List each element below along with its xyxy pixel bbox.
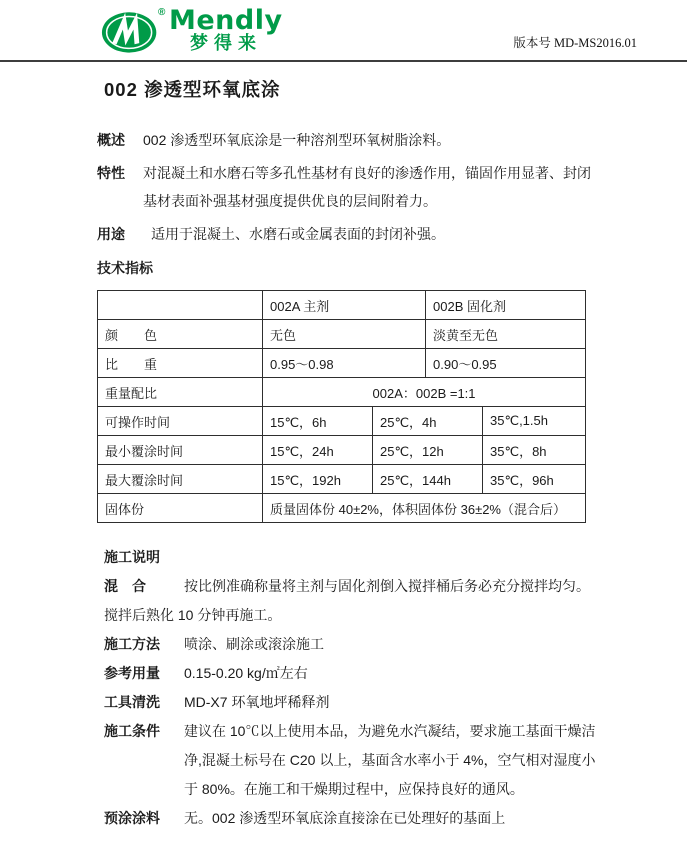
version-number: 版本号 MD-MS2016.01 bbox=[513, 36, 637, 50]
usage-text: 适用于混凝土、水磨石或金属表面的封闭补强。 bbox=[151, 226, 445, 242]
pot-life-15c: 15℃，6h bbox=[263, 407, 373, 436]
conditions-label: 施工条件 bbox=[104, 723, 160, 739]
page-title: 002 渗透型环氧底涂 bbox=[104, 79, 281, 100]
overview-row bbox=[97, 126, 647, 154]
usage-label: 用途 bbox=[97, 226, 125, 242]
method-label: 施工方法 bbox=[104, 636, 160, 652]
precoat-row bbox=[104, 804, 644, 833]
table-row-max-recoat bbox=[98, 465, 586, 494]
pot-life-35c: 35℃,1.5h bbox=[483, 407, 586, 436]
dosage-row bbox=[104, 659, 644, 688]
overview-label: 概述 bbox=[97, 132, 125, 148]
brand-name: Mendly bbox=[169, 5, 283, 36]
pot-life-25c: 25℃，4h bbox=[373, 407, 483, 436]
construction-heading: 施工说明 bbox=[104, 549, 160, 565]
min-recoat-15c: 15℃，24h bbox=[263, 436, 373, 465]
dosage-label: 参考用量 bbox=[104, 665, 160, 681]
brand-logo-text bbox=[169, 5, 283, 54]
min-recoat-label: 最小覆涂时间 bbox=[98, 436, 263, 465]
table-row-mix-ratio bbox=[98, 378, 586, 407]
pot-life-label: 可操作时间 bbox=[98, 407, 263, 436]
color-label: 颜 色 bbox=[98, 320, 263, 349]
max-recoat-label: 最大覆涂时间 bbox=[98, 465, 263, 494]
registered-trademark-icon: ® bbox=[158, 7, 166, 18]
page-header bbox=[0, 0, 687, 62]
gravity-a: 0.95～0.98 bbox=[263, 349, 426, 378]
dosage-text: 0.15-0.20 kg/㎡左右 bbox=[184, 665, 308, 681]
tool-cleaning-label: 工具清洗 bbox=[104, 694, 160, 710]
solids-label: 固体份 bbox=[98, 494, 263, 523]
table-row-min-recoat bbox=[98, 436, 586, 465]
precoat-label: 预涂涂料 bbox=[104, 810, 160, 826]
precoat-text: 无。002 渗透型环氧底涂直接涂在已处理好的基面上 bbox=[184, 810, 506, 826]
overview-text: 002 渗透型环氧底涂是一种溶剂型环氧树脂涂料。 bbox=[143, 132, 451, 148]
header-component-b: 002B 固化剂 bbox=[426, 291, 586, 320]
table-row-solids bbox=[98, 494, 586, 523]
min-recoat-25c: 25℃，12h bbox=[373, 436, 483, 465]
tool-cleaning-row bbox=[104, 688, 644, 717]
document-body bbox=[0, 78, 687, 833]
mixing-label: 混 合 bbox=[104, 578, 146, 594]
table-row-pot-life bbox=[98, 407, 586, 436]
brand-logo bbox=[101, 5, 283, 55]
header-blank-cell bbox=[98, 291, 263, 320]
method-row bbox=[104, 630, 644, 659]
max-recoat-15c: 15℃，192h bbox=[263, 465, 373, 494]
mixing-row bbox=[104, 572, 644, 601]
ratio-label: 重量配比 bbox=[98, 378, 263, 407]
features-label: 特性 bbox=[97, 165, 125, 181]
table-row-gravity bbox=[98, 349, 586, 378]
usage-row bbox=[97, 220, 647, 248]
solids-value: 质量固体份 40±2%，体积固体份 36±2%（混合后） bbox=[263, 494, 586, 523]
method-text: 喷涂、刷涂或滚涂施工 bbox=[184, 636, 324, 652]
ratio-value: 002A：002B =1:1 bbox=[263, 378, 586, 407]
tool-cleaning-text: MD-X7 环氧地坪稀释剂 bbox=[184, 694, 330, 710]
color-b: 淡黄至无色 bbox=[426, 320, 586, 349]
mendly-logo-icon bbox=[101, 8, 161, 55]
features-row bbox=[97, 159, 647, 215]
conditions-text: 建议在 10℃以上使用本品，为避免水汽凝结，要求施工基面干燥洁净,混凝土标号在 C20 以上，基面含水率小于 4%，空气相对湿度小于 80%。在施工和干燥期过程中，应保持良好的通风。 bbox=[184, 723, 596, 797]
max-recoat-25c: 25℃，144h bbox=[373, 465, 483, 494]
mixing-text: 按比例准确称量将主剂与固化剂倒入搅拌桶后务必充分搅拌均匀。 bbox=[184, 578, 590, 594]
table-row-color bbox=[98, 320, 586, 349]
spec-table bbox=[97, 290, 586, 523]
table-row-header bbox=[98, 291, 586, 320]
features-text: 对混凝土和水磨石等多孔性基材有良好的渗透作用，锚固作用显著、封闭基材表面补强基材强度提供优良的层间附着力。 bbox=[143, 165, 591, 209]
header-component-a: 002A 主剂 bbox=[263, 291, 426, 320]
conditions-row bbox=[104, 717, 644, 804]
max-recoat-35c: 35℃，96h bbox=[483, 465, 586, 494]
construction-section bbox=[104, 543, 644, 833]
gravity-label: 比 重 bbox=[98, 349, 263, 378]
gravity-b: 0.90～0.95 bbox=[426, 349, 586, 378]
brand-name-chinese: 梦得来 bbox=[190, 33, 262, 53]
tech-specs-heading: 技术指标 bbox=[97, 260, 153, 276]
mixing-text-continued: 搅拌后熟化 10 分钟再施工。 bbox=[104, 607, 282, 623]
color-a: 无色 bbox=[263, 320, 426, 349]
min-recoat-35c: 35℃，8h bbox=[483, 436, 586, 465]
intro-section bbox=[97, 126, 647, 248]
